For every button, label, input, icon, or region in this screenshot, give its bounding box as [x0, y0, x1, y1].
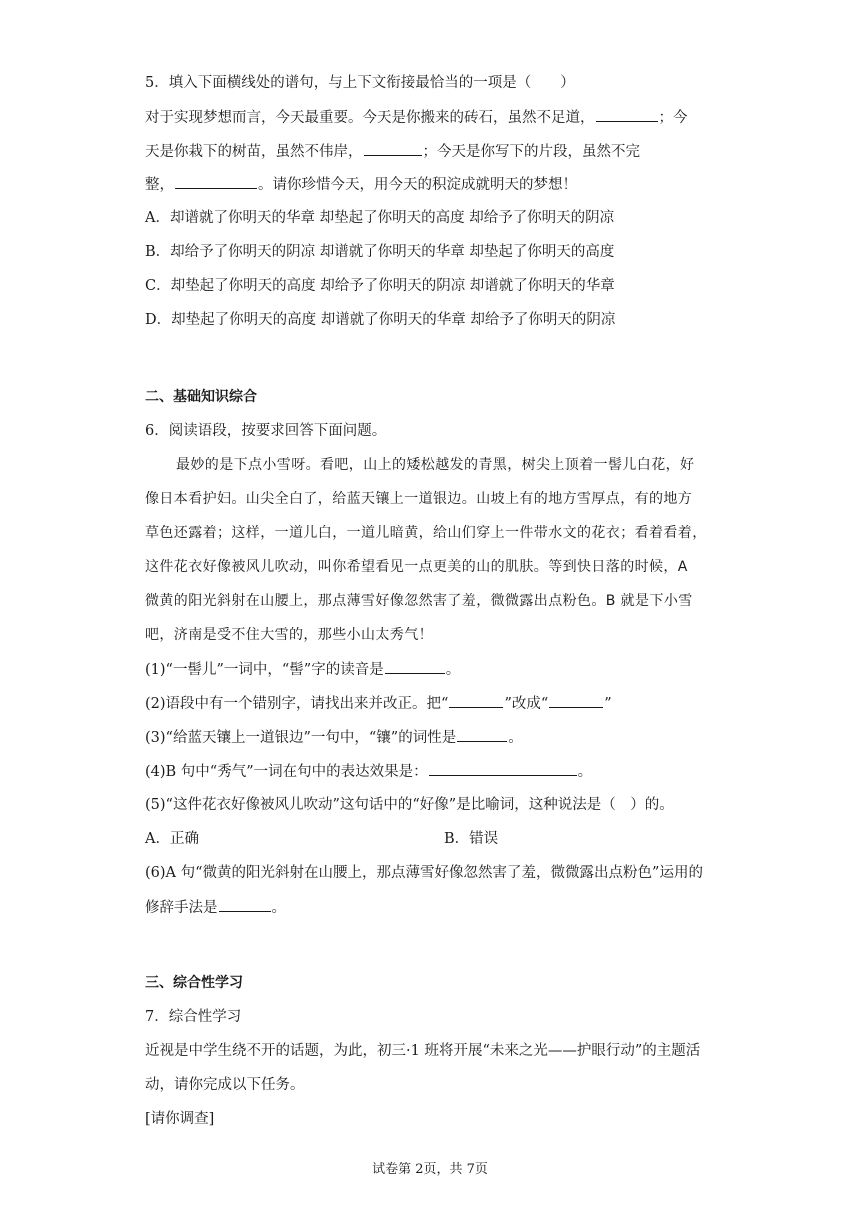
q5-text-line-1: 对于实现梦想而言，今天最重要。今天是你搬来的砖石，虽然不足道， ；今: [145, 107, 688, 128]
q5-option-b: B．却给予了你明天的阴凉 却谱就了你明天的华章 却垫起了你明天的高度: [145, 244, 615, 260]
q5-text-line-2: 天是你栽下的树苗，虽然不伟岸， ；今天是你写下的片段，虽然不完: [145, 141, 640, 162]
q5-blank-3: [175, 174, 257, 189]
q6-sub-4: (4)B 句中“秀气”一词在句中的表达效果是： 。: [145, 761, 592, 782]
q5-stem: 5．填入下面横线处的谱句，与上下文衔接最恰当的一项是（ ）: [145, 75, 575, 91]
q6-sub-2-blank-1: [449, 693, 503, 708]
passage-line-4: 这件花衣好像被风儿吹动，叫你希望看见一点更美的山的肌肤。等到快日落的时候，A: [145, 559, 688, 575]
q6-sub-6-blank: [219, 897, 271, 912]
passage-line-2: 像日本看护妇。山尖全白了，给蓝天镶上一道银边。山坡上有的地方雪厚点，有的地方: [145, 491, 693, 507]
q5-blank-1: [596, 107, 658, 122]
section-2-title: 二、基础知识综合: [145, 389, 257, 405]
q5-text-line-3: 整， 。请你珍惜今天，用今天的积淀成就明天的梦想！: [145, 174, 577, 195]
passage-line-3: 草色还露着；这样，一道儿白，一道儿暗黄，给山们穿上一件带水文的花衣；看着看着，: [145, 525, 707, 541]
q6-sub-3: (3)“给蓝天镶上一道银边”一句中，“镶”的词性是 。: [145, 727, 523, 748]
q6-sub-3-blank: [457, 727, 507, 742]
q7-text-line-2: 动，请你完成以下任务。: [145, 1077, 305, 1093]
q6-sub-1: (1)“一髻儿”一词中，“髻”字的读音是 。: [145, 659, 460, 680]
q5-option-c: C．却垫起了你明天的高度 却给予了你明天的阴凉 却谱就了你明天的华章: [145, 278, 615, 294]
q5-option-d: D．却垫起了你明天的高度 却谱就了你明天的华章 却给予了你明天的阴凉: [145, 312, 616, 328]
q5-blank-2: [364, 141, 422, 156]
section-3-title: 三、综合性学习: [145, 975, 243, 991]
page-footer: 试卷第 2页，共 7页: [372, 1162, 488, 1177]
q7-text-line-1: 近视是中学生绕不开的话题，为此，初三·1 班将开展“未来之光——护眼行动”的主题活: [145, 1043, 701, 1059]
q7-text-line-3: [请你调查]: [145, 1111, 215, 1127]
q6-stem: 6．阅读语段，按要求回答下面问题。: [145, 423, 387, 439]
q6-sub-6-line-1: (6)A 句“微黄的阳光斜射在山腰上，那点薄雪好像忽然害了羞，微微露出点粉色”运用的: [145, 865, 703, 881]
q5-option-a: A．却谱就了你明天的华章 却垫起了你明天的高度 却给予了你明天的阴凉: [145, 210, 615, 226]
q6-sub-5: (5)“这件花衣好像被风儿吹动”这句话中的“好像”是比喻词，这种说法是（ ）的。: [145, 797, 674, 813]
q6-sub-2-blank-2: [549, 693, 603, 708]
passage-line-1: 最妙的是下点小雪呀。看吧，山上的矮松越发的青黑，树尖上顶着一髻儿白花，好: [176, 457, 695, 473]
passage-line-6: 吧，济南是受不住大雪的，那些小山太秀气！: [145, 627, 433, 643]
q6-sub-6-line-2: 修辞手法是 。: [145, 897, 286, 918]
q6-sub-1-blank: [385, 659, 445, 674]
q6-sub-4-blank: [429, 761, 577, 776]
q6-sub-5-option-a: A．正确: [145, 831, 199, 847]
q6-sub-2: (2)语段中有一个错别字，请找出来并改正。把“ ”改成“ ”: [145, 693, 612, 714]
q6-sub-5-option-b: B．错误: [444, 831, 499, 847]
passage-line-5: 微黄的阳光斜射在山腰上，那点薄雪好像忽然害了羞，微微露出点粉色。B 就是下小雪: [145, 593, 693, 609]
q7-stem: 7．综合性学习: [145, 1009, 242, 1025]
